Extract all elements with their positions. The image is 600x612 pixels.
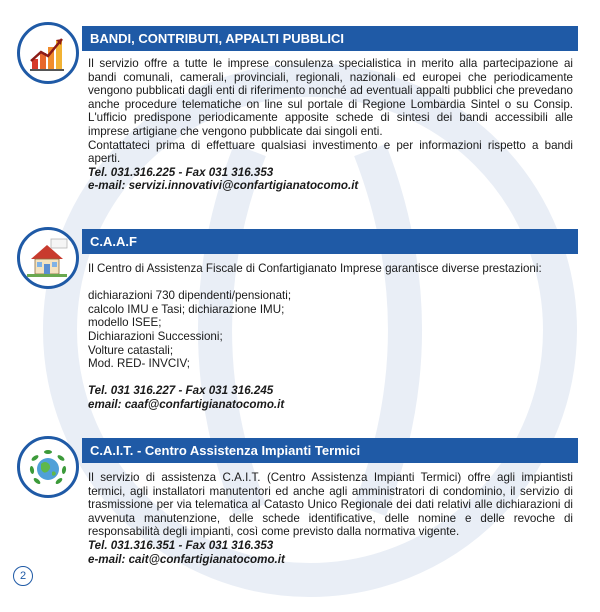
list-item: Dichiarazioni Successioni;: [88, 329, 223, 343]
email-link[interactable]: e-mail: cait@confartigianatocomo.it: [88, 552, 285, 566]
list-item: dichiarazioni 730 dipendenti/pensionati;: [88, 289, 292, 303]
phone-line: Tel. 031.316.225 - Fax 031 316.353: [88, 165, 274, 179]
paragraph: Contattateci prima di effettuare qualsiasi investimento e per informazioni rispetto a bandi aperti.: [88, 138, 573, 166]
section-title: C.A.I.T. - Centro Assistenza Impianti Termici: [82, 438, 578, 463]
bar-chart-growth-icon: [17, 22, 79, 84]
phone-line: Tel. 031.316.351 - Fax 031 316.353: [88, 538, 274, 552]
paragraph: Il servizio offre a tutte le imprese consulenza specialistica in merito alla partecipazione ai bandi comunali, camerali, provinciali, regionali, nazionali ed europei che periodicamente vengono pubblicati dagli enti di riferimento nonché ad eventuali appalti pubblici che prevedano anche procedure telematiche on line sul portale di Regione Lombardia Sintel o su Consip. L'ufficio predispone periodicamente apposite schede di sintesi dei bandi accessibili alle imprese artigiane che vengono pubblicate dai singoli enti.: [88, 57, 573, 138]
list-item: modello ISEE;: [88, 316, 162, 330]
list-item: Mod. RED- INVCIV;: [88, 357, 190, 371]
section-title: C.A.A.F: [82, 229, 578, 254]
section-body: [88, 471, 573, 566]
page-number: 2: [13, 566, 33, 586]
section-title: BANDI, CONTRIBUTI, APPALTI PUBBLICI: [82, 26, 578, 51]
spacer: [88, 276, 573, 290]
spacer: [88, 371, 573, 385]
list-item: Volture catastali;: [88, 343, 174, 357]
paragraph: Il Centro di Assistenza Fiscale di Confartigianato Imprese garantisce diverse prestazioni:: [88, 262, 542, 275]
house-document-icon: [17, 227, 79, 289]
list-item: calcolo IMU e Tasi; dichiarazione IMU;: [88, 302, 285, 316]
phone-line: Tel. 031 316.227 - Fax 031 316.245: [88, 384, 274, 398]
eco-globe-icon: [17, 436, 79, 498]
email-link[interactable]: email: caaf@confartigianatocomo.it: [88, 397, 285, 411]
service-list: [88, 289, 573, 371]
paragraph: Il servizio di assistenza C.A.I.T. (Centro Assistenza Impianti Termici) offre agli impiantisti termici, agli installatori manutentori ed anche agli amministratori di condominio, il servizio di trasmissione per via telematica al Catasto Unico Regionale dei dati relativi alle dichiarazioni di avvenuta manutenzione, delle schede identificative, delle nomine e delle revoche di responsabilità degli impianti, così come previsto dalla normativa vigente.: [88, 471, 573, 539]
section-body: [88, 262, 573, 412]
email-link[interactable]: e-mail: servizi.innovativi@confartigianatocomo.it: [88, 179, 359, 193]
section-body: [88, 57, 573, 193]
